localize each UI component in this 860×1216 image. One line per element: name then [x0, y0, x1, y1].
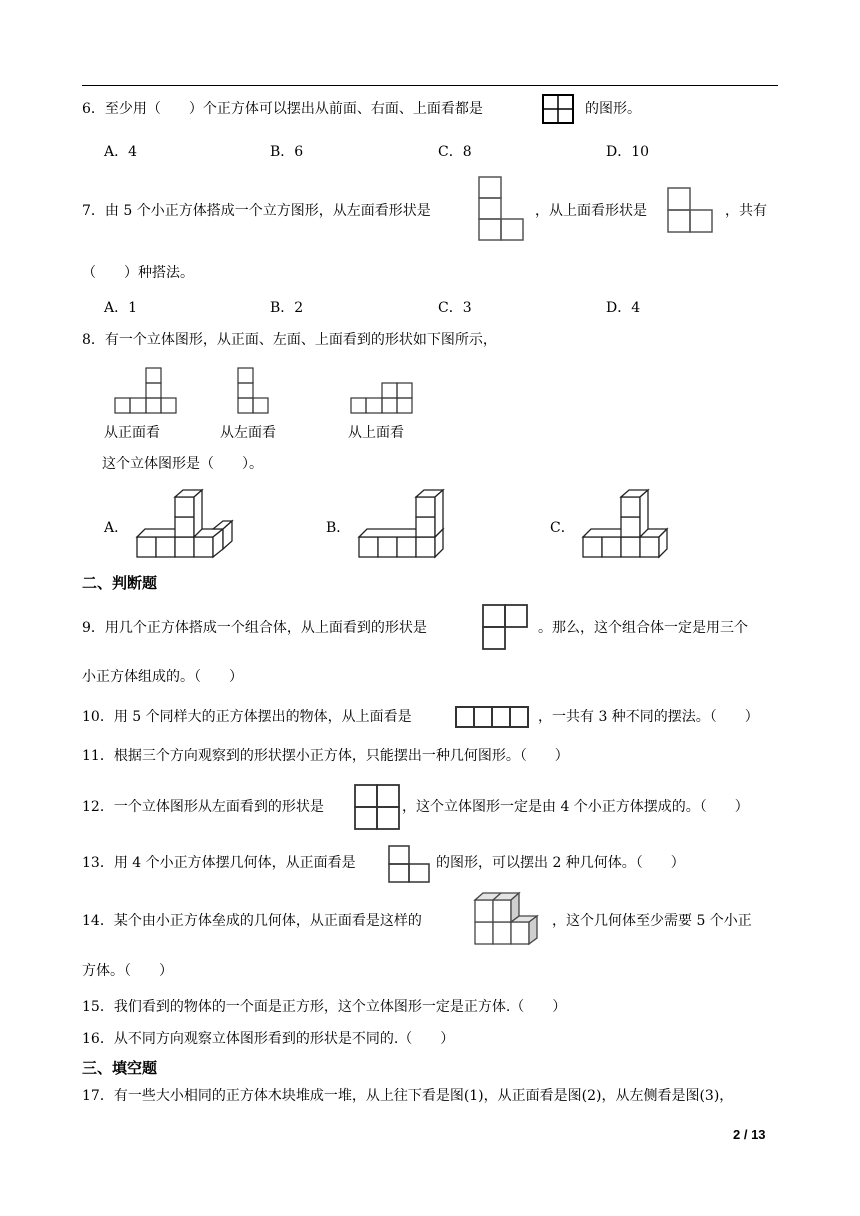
section-2-title: 二、判断题 [82, 574, 158, 592]
q12-text-2: ，这个立体图形一定是由 4 个小正方体摆成的。（ ） [402, 799, 749, 815]
q6-option-c[interactable]: C．8 [438, 144, 472, 160]
q12-text-1: 12．一个立体图形从左面看到的形状是 [82, 799, 324, 815]
q6-text: 6．至少用（ ）个正方体可以摆出从前面、右面、上面看都是 [82, 101, 483, 117]
q14-text-2: ，这个几何体至少需要 5 个小正 [552, 913, 752, 929]
q10-top-view-figure [455, 706, 529, 728]
q8-text: 8．有一个立体图形，从正面、左面、上面看到的形状如下图所示， [82, 332, 497, 348]
q8-option-b-solid[interactable] [358, 489, 448, 561]
q6-option-a[interactable]: A．4 [104, 144, 138, 160]
q10-text-1: 10．用 5 个同样大的正方体摆出的物体，从上面看是 [82, 709, 412, 725]
q13-text-1: 13．用 4 个小正方体摆几何体，从正面看是 [82, 855, 356, 871]
q8-left-view-figure [237, 367, 271, 415]
q8-label-top: 从上面看 [348, 425, 404, 441]
q7-option-d[interactable]: D．4 [606, 300, 641, 316]
q6-option-b[interactable]: B．6 [270, 144, 304, 160]
q8-option-c-solid[interactable] [582, 489, 672, 561]
q17-text: 17．有一些大小相同的正方体木块堆成一堆，从上往下看是图(1)，从正面看是图(2)，从左侧看是图(3)， [82, 1088, 734, 1104]
q14-text-3: 方体。（ ） [82, 963, 173, 979]
q10-text-2: ，一共有 3 种不同的摆法。（ ） [538, 709, 759, 725]
q12-left-view-figure [354, 784, 400, 830]
q8-option-a-solid[interactable] [136, 489, 236, 561]
q8-label-left: 从左面看 [220, 425, 276, 441]
q8-question: 这个立体图形是（ ）。 [102, 456, 263, 472]
q14-text-1: 14．某个由小正方体垒成的几何体，从正面看是这样的 [82, 913, 422, 929]
q7-top-view-figure [667, 187, 713, 233]
q7-left-view-figure [478, 176, 524, 242]
q8-top-view-figure [350, 382, 414, 415]
q14-front-view-solid [474, 892, 538, 948]
q9-text-2: 。那么，这个组合体一定是用三个 [538, 620, 748, 636]
q8-option-a[interactable]: A． [104, 520, 129, 536]
q7-option-a[interactable]: A．1 [104, 300, 138, 316]
q7-text-2: ，从上面看形状是 [535, 203, 647, 219]
q9-top-view-figure [482, 604, 528, 650]
q8-option-b[interactable]: B． [326, 520, 351, 536]
q7-text-4: （ ）种搭法。 [82, 265, 194, 281]
q11-text: 11．根据三个方向观察到的形状摆小正方体，只能摆出一种几何图形。（ ） [82, 748, 569, 764]
page-number: 2 / 13 [733, 1127, 766, 1142]
q13-front-view-figure [388, 845, 430, 883]
q15-text: 15．我们看到的物体的一个面是正方形，这个立体图形一定是正方体.（ ） [82, 999, 567, 1015]
q6-tail: 的图形。 [585, 101, 641, 117]
q8-option-c[interactable]: C． [550, 520, 575, 536]
q8-front-view-figure [114, 367, 178, 415]
section-3-title: 三、填空题 [82, 1059, 158, 1077]
q6-option-d[interactable]: D．10 [606, 144, 650, 160]
q7-text-3: ，共有 [725, 203, 767, 219]
header-rule [82, 85, 778, 86]
q6-grid-figure [542, 94, 574, 124]
q8-label-front: 从正面看 [104, 425, 160, 441]
q9-text-3: 小正方体组成的。（ ） [82, 669, 243, 685]
q13-text-2: 的图形，可以摆出 2 种几何体。（ ） [436, 855, 685, 871]
q9-text-1: 9．用几个正方体搭成一个组合体，从上面看到的形状是 [82, 620, 427, 636]
q16-text: 16．从不同方向观察立体图形看到的形状是不同的.（ ） [82, 1031, 455, 1047]
q7-text-1: 7．由 5 个小正方体搭成一个立方图形，从左面看形状是 [82, 203, 431, 219]
q7-option-c[interactable]: C．3 [438, 300, 472, 316]
question-6 [82, 99, 483, 119]
q7-option-b[interactable]: B．2 [270, 300, 304, 316]
